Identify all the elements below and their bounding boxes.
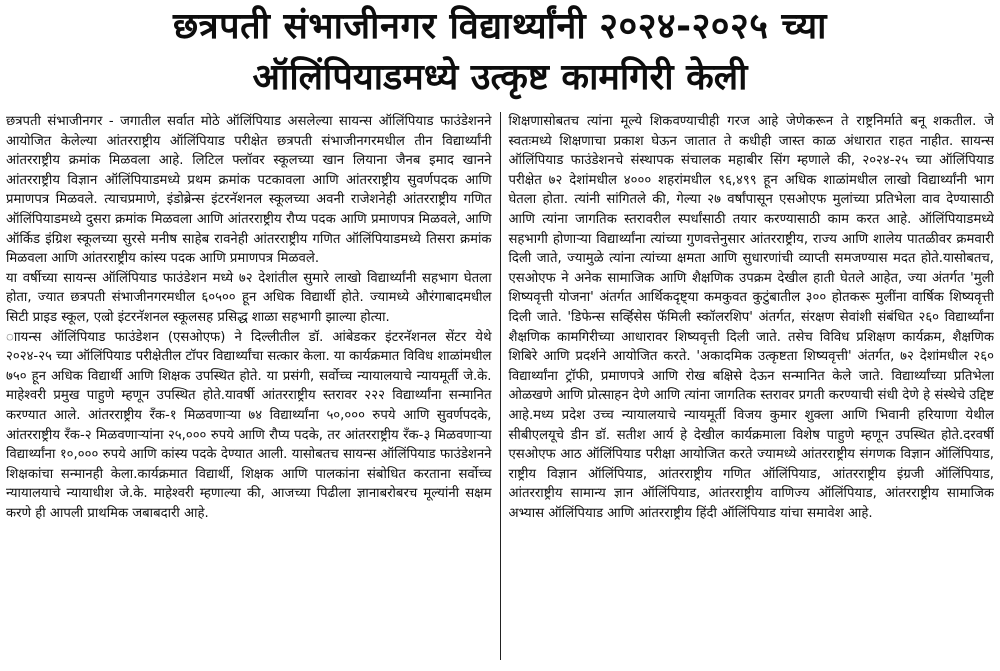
left-paragraph-1: छत्रपती संभाजीनगर - जगातील सर्वात मोठे ऑलिंपियाड असलेल्या सायन्स ऑलिंपियाड फाउंडेशनने आयोजित केलेल्या आंतरराष्ट्रीय ऑलिंपियाड परीक्षेत छत्रपती संभाजीनगरमधील तीन विद्यार्थ्यांनी आंतरराष्ट्रीय क्रमांक मिळवला आहे. लिटिल फ्लॉवर स्कूलच्या खान लियाना जैनब इमाद खानने आंतरराष्ट्रीय विज्ञान ऑलिंपियाडमध्ये प्रथम क्रमांक पटकावला आणि आंतरराष्ट्रीय सुवर्णपदक आणि प्रमाणपत्र मिळवले. त्याचप्रमाणे, इंडोब्रेन्स इंटरनॅशनल स्कूलच्या अवनी राजेशनेही आंतरराष्ट्रीय गणित ऑलिंपियाडमध्ये दुसरा क्रमांक मिळवला आणि आंतरराष्ट्रीय रौप्य पदक आणि प्रमाणपत्र मिळवले, आणि ऑर्किड इंग्रिश स्कूलच्या सुरसे मनीष साहेब रावनेही आंतरराष्ट्रीय गणित ऑलिंपियाडमध्ये तिसरा क्रमांक मिळवला आणि आंतरराष्ट्रीय कांस्य पदक आणि प्रमाणपत्र मिळवले. xyxy=(6,114,492,267)
left-column xyxy=(6,112,498,660)
left-paragraph-2: या वर्षीच्या सायन्स ऑलिंपियाड फाउंडेशन मध्ये ७२ देशांतील सुमारे लाखो विद्यार्थ्यांनी सहभाग घेतला होता, ज्यात छत्रपती संभाजीनगरमधील ६०५०० हून अधिक विद्यार्थी होते. ज्यामध्ये औरंगाबादमधील सिटी प्राइड स्कूल, एल्रो इंटरनॅशनल स्कूलसह प्रसिद्ध शाळा सहभागी झाल्या होत्या. xyxy=(6,270,492,325)
right-column xyxy=(503,112,995,660)
article-columns xyxy=(6,112,994,660)
left-paragraph-3: ाायन्स ऑलिंपियाड फाउंडेशन (एसओएफ) ने दिल्लीतील डॉ. आंबेडकर इंटरनॅशनल सेंटर येथे २०२४-२५ च्या ऑलिंपियाड परीक्षेतील टॉपर विद्यार्थ्यांचा सत्कार केला. या कार्यक्रमात विविध शाळांमधील ७५० हून अधिक विद्यार्थी आणि शिक्षक उपस्थित होते. या प्रसंगी, सर्वोच्च न्यायालयाचे न्यायमूर्ती जे.के. माहेश्वरी प्रमुख पाहुणे म्हणून उपस्थित होते.यावर्षी आंतरराष्ट्रीय स्तरावर २२२ विद्यार्थ्यांना सन्मानित करण्यात आले. आंतरराष्ट्रीय रँक-१ मिळवणाऱ्या ७४ विद्यार्थ्यांना ५०,००० रुपये आणि सुवर्णपदके, आंतरराष्ट्रीय रँक-२ मिळवणाऱ्यांना २५,००० रुपये आणि रौप्य पदके, तर आंतरराष्ट्रीय रँक-३ मिळवणाऱ्या विद्यार्थ्यांना १०,००० रुपये आणि कांस्य पदके देण्यात आली. यासोबतच सायन्स ऑलिंपियाड फाउंडेशनने शिक्षकांचा सन्मानही केला.कार्यक्रमात विद्यार्थी, शिक्षक आणि पालकांना संबोधित करताना सर्वोच्च न्यायालयाचे न्यायाधीश जे.के. माहेश्वरी म्हणाल्या की, आजच्या पिढीला ज्ञानाबरोबरच मूल्यांनी सक्षम करणे ही आपली प्राथमिक जबाबदारी आहे. xyxy=(6,329,492,521)
headline-line-1: छत्रपती संभाजीनगर विद्यार्थ्यांनी २०२४-२०२५ च्या xyxy=(173,6,827,47)
headline-line-2: ऑलिंपियाडमध्ये उत्कृष्ट कामगिरी केली xyxy=(252,57,748,98)
right-paragraph-1: शिक्षणासोबतच त्यांना मूल्ये शिकवण्याचीही गरज आहे जेणेकरून ते राष्ट्रनिर्माते बनू शकतील. जे स्वतःमध्ये शिक्षणाचा प्रकाश घेऊन जातात ते कधीही जास्त काळ अंधारात राहत नाहीत. सायन्स ऑलिंपियाड फाउंडेशनचे संस्थापक संचालक महाबीर सिंग म्हणाले की, २०२४-२५ च्या ऑलिंपियाड परीक्षेत ७२ देशांमधील ४००० शहरांमधील ९६,४९९ हून अधिक शाळांमधील लाखो विद्यार्थ्यांनी भाग घेतला होता. त्यांनी सांगितले की, गेल्या २७ वर्षांपासून एसओएफ मुलांच्या प्रतिभेला वाव देण्यासाठी आणि त्यांना जागतिक स्तरावरील स्पर्धांसाठी तयार करण्यासाठी काम करत आहे. ऑलिंपियाडमध्ये सहभागी होणाऱ्या विद्यार्थ्यांना त्यांच्या गुणवत्तेनुसार आंतरराष्ट्रीय, राज्य आणि शालेय पातळीवर क्रमवारी दिली जाते, ज्यामुळे त्यांना त्यांच्या क्षमता आणि सुधारणांची व्याप्ती समजण्यास मदत होते.यासोबतच, एसओएफ ने अनेक सामाजिक आणि शैक्षणिक उपक्रम देखील हाती घेतले आहेत, ज्या अंतर्गत 'मुली शिष्यवृत्ती योजना' अंतर्गत आर्थिकदृष्ट्या कमकुवत कुटुंबातील ३०० होतकरू मुलींना वार्षिक शिष्यवृत्ती दिली जाते. 'डिफेन्स सर्व्हिसेस फॅमिली स्कॉलरशिप' अंतर्गत, संरक्षण सेवांशी संबंधित २६० विद्यार्थ्यांना शैक्षणिक कामगिरीच्या आधारावर शिष्यवृत्ती दिली जाते. तसेच विविध प्रशिक्षण कार्यक्रम, शैक्षणिक शिबिरे आणि प्रदर्शने आयोजित करते. 'अकादमिक उत्कृष्टता शिष्यवृत्ती' अंतर्गत, ७२ देशांमधील २६० विद्यार्थ्यांना ट्रॉफी, प्रमाणपत्रे आणि रोख बक्षिसे देऊन सन्मानित केले जाते. विद्यार्थ्यांच्या प्रतिभेला ओळखणे आणि प्रोत्साहन देणे आणि त्यांना जागतिक स्तरावर प्रगती करण्याची संधी देणे हे संस्थेचे उद्दिष्ट आहे.मध्य प्रदेश उच्च न्यायालयाचे न्यायमूर्ती विजय कुमार शुक्ला आणि भिवानी हरियाणा येथील सीबीएलयूचे डीन डॉ. सतीश आर्य हे देखील कार्यक्रमाला विशेष पाहुणे म्हणून उपस्थित होते.दरवर्षी एसओएफ आठ ऑलिंपियाड परीक्षा आयोजित करते ज्यामध्ये आंतरराष्ट्रीय संगणक विज्ञान ऑलिंपियाड, राष्ट्रीय विज्ञान ऑलिंपियाड, आंतरराष्ट्रीय गणित ऑलिंपियाड, आंतरराष्ट्रीय इंग्रजी ऑलिंपियाड, आंतरराष्ट्रीय सामान्य ज्ञान ऑलिंपियाड, आंतरराष्ट्रीय वाणिज्य ऑलिंपियाड, आंतरराष्ट्रीय सामाजिक अभ्यास ऑलिंपियाड आणि आंतरराष्ट्रीय हिंदी ऑलिंपियाड यांचा समावेश आहे. xyxy=(508,114,994,521)
column-divider xyxy=(500,112,501,660)
